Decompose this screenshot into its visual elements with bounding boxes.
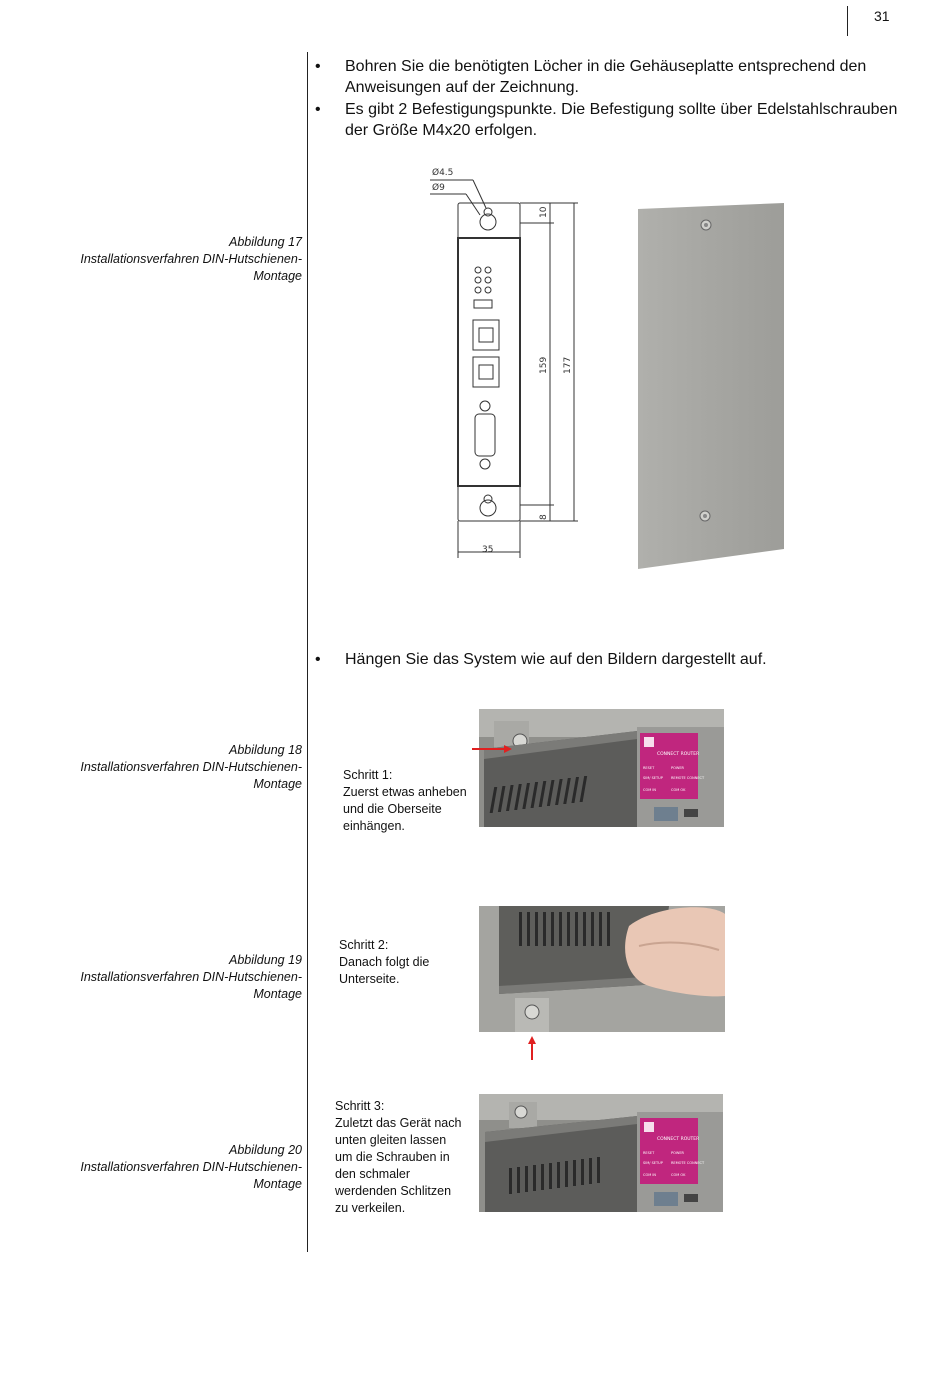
figure-caption — [2, 952, 302, 1003]
figure-caption — [2, 234, 302, 285]
step-line: Zuerst etwas anheben — [343, 785, 467, 799]
caption-title: Installationsverfahren DIN-Hutschienen- — [80, 252, 302, 266]
margin-divider — [307, 52, 308, 1252]
device-label: COM OK — [671, 788, 686, 792]
step-line: und die Oberseite — [343, 802, 442, 816]
caption-number: Abbildung 17 — [229, 235, 302, 249]
bullet-text-line: Bohren Sie die benötigten Löcher in die Gehäuseplatte entsprechend den — [345, 58, 867, 75]
caption-title: Montage — [253, 269, 302, 283]
device-label: REMOTE CONNECT — [671, 776, 705, 780]
dim-label: 8 — [539, 514, 549, 520]
device-label: RESET — [643, 766, 655, 770]
step1-photo — [472, 709, 724, 827]
caption-number: Abbildung 20 — [229, 1143, 302, 1157]
step-line: Zuletzt das Gerät nach — [335, 1116, 462, 1130]
device-brand-label: CONNECT ROUTER — [657, 1137, 700, 1142]
dim-label: 10 — [539, 206, 549, 218]
device-label: COM OK — [671, 1173, 686, 1177]
step-line: Schritt 1: — [343, 768, 393, 782]
page-number: 31 — [874, 8, 890, 24]
device-label: COM IN — [643, 788, 656, 792]
caption-title: Montage — [253, 987, 302, 1001]
figure-caption — [2, 1142, 302, 1193]
dim-label: 35 — [482, 545, 494, 555]
bullet-text-line: Anweisungen auf der Zeichnung. — [345, 79, 579, 96]
step-line: Schritt 3: — [335, 1099, 385, 1113]
dim-label: Ø9 — [432, 183, 445, 193]
caption-title: Installationsverfahren DIN-Hutschienen- — [80, 970, 302, 984]
step3-photo — [479, 1094, 723, 1212]
caption-number: Abbildung 19 — [229, 953, 302, 967]
device-label: COM IN — [643, 1173, 656, 1177]
step-line: einhängen. — [343, 819, 405, 833]
bullet-text-line: Es gibt 2 Befestigungspunkte. Die Befestigung sollte über Edelstahlschrauben — [345, 101, 898, 118]
header-divider — [847, 6, 848, 36]
bullet-item — [315, 649, 905, 670]
step-text — [335, 1098, 461, 1217]
step-line: den schmaler — [335, 1167, 411, 1181]
bullet-dot: • — [315, 101, 321, 118]
step-line: Danach folgt die — [339, 955, 430, 969]
step-line: Unterseite. — [339, 972, 400, 986]
caption-number: Abbildung 18 — [229, 743, 302, 757]
bullet-text-line: der Größe M4x20 erfolgen. — [345, 122, 538, 139]
bullet-dot: • — [315, 58, 321, 75]
device-label: RESET — [643, 1151, 655, 1155]
device-label: SIM/ SETUP — [643, 1161, 663, 1165]
device-label: POWER — [671, 1151, 684, 1155]
device-label: REMOTE CONNECT — [671, 1161, 705, 1165]
mounting-plate-photo — [636, 203, 786, 571]
step-text — [343, 767, 467, 835]
device-label: SIM/ SETUP — [643, 776, 663, 780]
bullet-dot: • — [315, 651, 321, 668]
bullet-item — [315, 99, 915, 141]
caption-title: Montage — [253, 1177, 302, 1191]
caption-title: Installationsverfahren DIN-Hutschienen- — [80, 1160, 302, 1174]
step-line: werdenden Schlitzen — [335, 1184, 452, 1198]
dim-label: 177 — [563, 356, 573, 374]
step-line: zu verkeilen. — [335, 1201, 406, 1215]
caption-title: Installationsverfahren DIN-Hutschienen- — [80, 760, 302, 774]
dim-label: 159 — [539, 356, 549, 374]
bullet-item — [315, 56, 905, 98]
device-label: POWER — [671, 766, 684, 770]
figure-caption — [2, 742, 302, 793]
step-line: Schritt 2: — [339, 938, 389, 952]
bullet-text-line: Hängen Sie das System wie auf den Bildern dargestellt auf. — [345, 651, 767, 668]
step-line: um die Schrauben in — [335, 1150, 450, 1164]
device-brand-label: CONNECT ROUTER — [657, 752, 700, 757]
step-line: unten gleiten lassen — [335, 1133, 447, 1147]
step-text — [339, 937, 429, 988]
step2-photo — [479, 906, 725, 1061]
dim-label: Ø4.5 — [432, 168, 454, 178]
mounting-drawing — [418, 160, 593, 560]
caption-title: Montage — [253, 777, 302, 791]
